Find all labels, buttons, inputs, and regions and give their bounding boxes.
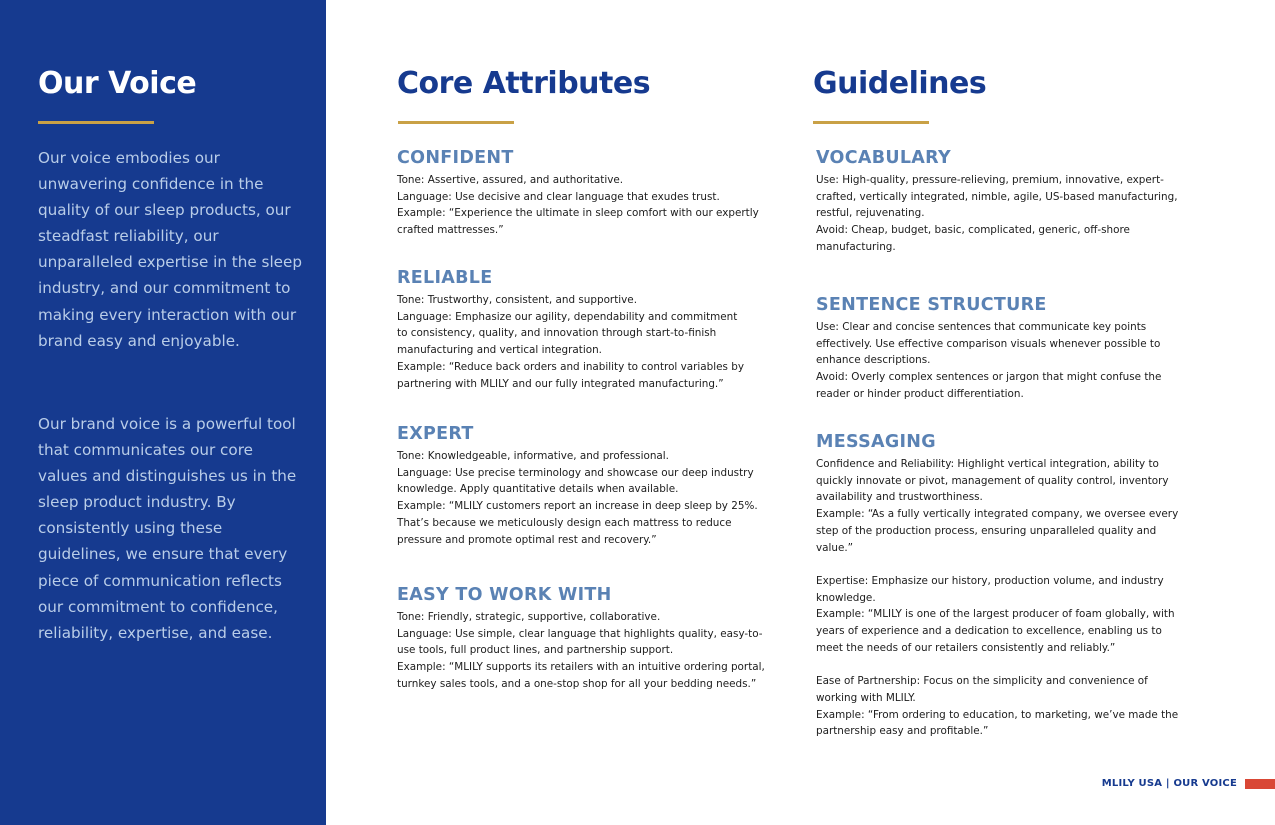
section-easy-to-work-with	[397, 585, 787, 693]
guidelines-title: Guidelines	[813, 66, 987, 101]
section-line: Language: Use simple, clear language that highlights quality, easy-to-	[397, 627, 763, 640]
spacer	[816, 656, 1216, 673]
section-line: Language: Use decisive and clear language that exudes trust.	[397, 190, 720, 203]
section-line: partnership easy and profitable.”	[816, 725, 989, 738]
section-line: Example: “Reduce back orders and inability to control variables by	[397, 360, 745, 373]
spacer	[816, 556, 1216, 573]
section-line: manufacturing and vertical integration.	[397, 344, 602, 357]
section-line: Language: Use precise terminology and showcase our deep industry	[397, 466, 754, 479]
section-line: partnering with MLILY and our fully integrated manufacturing.”	[397, 377, 724, 390]
section-line: meet the needs of our retailers consistently and reliably.”	[816, 641, 1116, 654]
section-line: Use: High-quality, pressure-relieving, premium, innovative, expert-	[816, 174, 1164, 186]
section-sentence-structure	[816, 295, 1216, 403]
section-line: Tone: Friendly, strategic, supportive, collaborative.	[397, 611, 661, 623]
core-attributes-title: Core Attributes	[397, 66, 651, 101]
footer-label: MLILY USA | OUR VOICE	[1101, 778, 1237, 789]
section-line: knowledge. Apply quantitative details when available.	[397, 483, 679, 496]
sidebar-panel	[0, 0, 326, 825]
sidebar-paragraph: Our voice embodies our unwavering confidence in the quality of our sleep products, our steadfast reliability, our unparalleled expertise in the sleep industry, and our commitment to making every interaction with our brand easy and enjoyable.	[38, 149, 303, 350]
section-line: value.”	[816, 541, 854, 554]
section-line: quickly innovate or pivot, management of quality control, inventory	[816, 474, 1169, 487]
section-line: Example: “As a fully vertically integrated company, we oversee every	[816, 508, 1179, 521]
section-line: step of the production process, ensuring unparalleled quality and	[816, 524, 1157, 537]
section-line: restful, rejuvenating.	[816, 207, 925, 220]
section-line: Example: “MLILY is one of the largest producer of foam globally, with	[816, 608, 1175, 621]
title-underline	[813, 121, 929, 124]
section-title: CONFIDENT	[397, 148, 514, 168]
section-line: Example: “From ordering to education, to marketing, we’ve made the	[816, 708, 1179, 721]
sidebar-paragraph: Our brand voice is a powerful tool that communicates our core values and distinguishes us in the sleep product industry. By consistently using these guidelines, we ensure that every piece of communication reflects our commitment to confidence, reliability, expertise, and ease.	[38, 415, 297, 642]
title-underline	[398, 121, 514, 124]
section-line: crafted, vertically integrated, nimble, agile, US-based manufacturing,	[816, 190, 1178, 203]
section-line: effectively. Use effective comparison visuals whenever possible to	[816, 337, 1161, 350]
section-line: pressure and promote optimal rest and recovery.”	[397, 533, 657, 546]
section-line: turnkey sales tools, and a one-stop shop for all your bedding needs.”	[397, 677, 757, 690]
sidebar-title: Our Voice	[38, 66, 197, 101]
section-line: That’s because we meticulously design each mattress to reduce	[397, 516, 732, 529]
section-line: Use: Clear and concise sentences that communicate key points	[816, 321, 1147, 333]
section-line: enhance descriptions.	[816, 354, 931, 367]
section-line: Language: Emphasize our agility, dependability and commitment	[397, 310, 738, 323]
section-line: Ease of Partnership: Focus on the simplicity and convenience of	[816, 675, 1148, 688]
section-line: crafted mattresses.”	[397, 224, 504, 237]
section-expert	[397, 424, 787, 548]
section-line: Avoid: Cheap, budget, basic, complicated, generic, off-shore	[816, 224, 1130, 237]
section-line: manufacturing.	[816, 240, 896, 253]
section-title: EASY TO WORK WITH	[397, 585, 612, 605]
section-title: MESSAGING	[816, 432, 936, 452]
section-line: use tools, full product lines, and partnership support.	[397, 644, 674, 657]
footer-accent-bar	[1245, 779, 1275, 789]
title-underline	[38, 121, 154, 124]
section-title: RELIABLE	[397, 268, 493, 288]
section-line: Tone: Knowledgeable, informative, and professional.	[397, 450, 669, 462]
section-line: Example: “MLILY supports its retailers with an intuitive ordering portal,	[397, 661, 765, 674]
section-line: working with MLILY.	[816, 691, 916, 704]
section-line: knowledge.	[816, 591, 876, 604]
section-line: Tone: Trustworthy, consistent, and supportive.	[397, 294, 638, 306]
section-line: Example: “MLILY customers report an increase in deep sleep by 25%.	[397, 500, 758, 513]
section-line: Example: “Experience the ultimate in sleep comfort with our expertly	[397, 207, 759, 220]
section-line: Expertise: Emphasize our history, production volume, and industry	[816, 574, 1164, 587]
section-line: years of experience and a dedication to excellence, enabling us to	[816, 625, 1162, 638]
section-title: VOCABULARY	[816, 148, 951, 168]
section-messaging	[816, 432, 1216, 740]
section-line: to consistency, quality, and innovation through start-to-finish	[397, 327, 717, 340]
section-line: Confidence and Reliability: Highlight vertical integration, ability to	[816, 458, 1159, 470]
section-line: Tone: Assertive, assured, and authoritative.	[397, 174, 624, 186]
section-confident	[397, 148, 787, 239]
section-vocabulary	[816, 148, 1216, 256]
section-title: EXPERT	[397, 424, 474, 444]
section-reliable	[397, 268, 787, 392]
section-title: SENTENCE STRUCTURE	[816, 295, 1047, 315]
section-line: reader or hinder product differentiation.	[816, 387, 1024, 400]
section-line: availability and trustworthiness.	[816, 491, 983, 504]
section-line: Avoid: Overly complex sentences or jargon that might confuse the	[816, 371, 1162, 384]
